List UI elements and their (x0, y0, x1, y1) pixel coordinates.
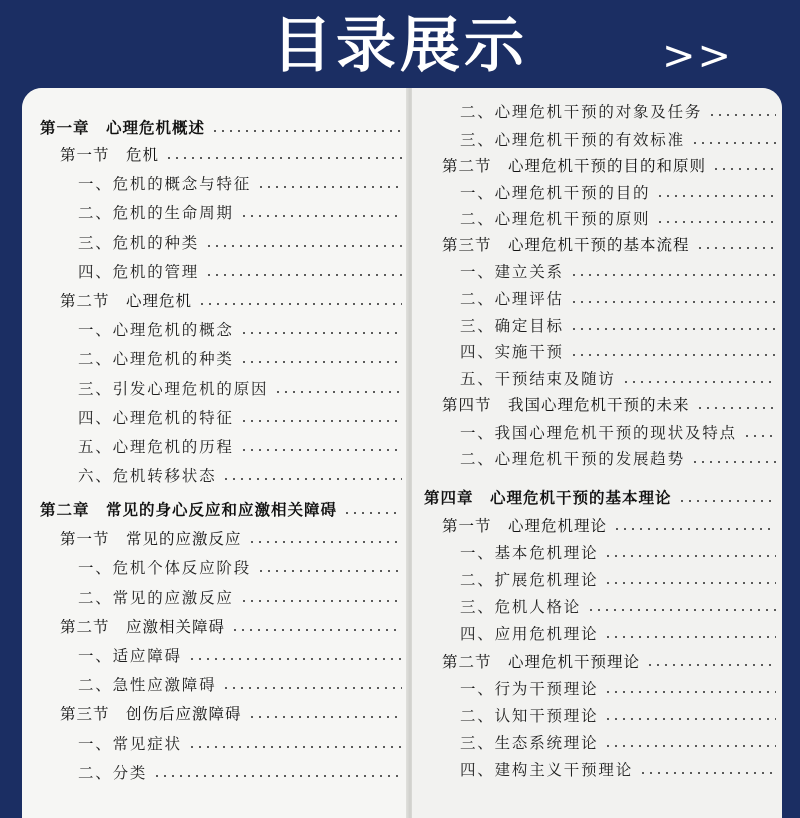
dot-leader (231, 629, 402, 631)
dot-leader (222, 478, 402, 480)
toc-item-entry: 一、适应障碍 (78, 647, 182, 665)
right-page (412, 88, 782, 818)
toc-item-entry: 三、心理危机干预的有效标准 (460, 131, 685, 149)
dot-leader (257, 570, 402, 572)
dot-leader (211, 130, 402, 132)
double-chevron-right-icon: >> (662, 33, 734, 79)
toc-item-entry: 三、引发心理危机的原因 (78, 380, 269, 398)
dot-leader (604, 636, 776, 638)
dot-leader (240, 361, 402, 363)
dot-leader (656, 221, 776, 223)
dot-leader (570, 274, 776, 276)
toc-item-entry: 一、建立关系 (460, 263, 564, 281)
dot-leader (570, 301, 776, 303)
toc-item-entry: 一、我国心理危机干预的现状及特点 (460, 424, 737, 442)
left-page (22, 88, 408, 818)
toc-section-entry: 第一节 常见的应激反应 (60, 530, 242, 548)
toc-section-entry: 第二节 心理危机 (60, 292, 193, 310)
toc-item-entry: 二、危机的生命周期 (78, 204, 234, 222)
dot-leader (257, 186, 402, 188)
toc-item-entry: 三、危机人格论 (460, 598, 582, 616)
dot-leader (622, 381, 776, 383)
open-book-toc (22, 88, 782, 818)
toc-item-entry: 二、分类 (78, 764, 148, 782)
dot-leader (696, 407, 776, 409)
dot-leader (570, 328, 776, 330)
toc-item-entry: 一、危机个体反应阶段 (78, 559, 252, 577)
toc-section-entry: 第三节 创伤后应激障碍 (60, 705, 242, 723)
dot-leader (691, 461, 776, 463)
toc-item-entry: 一、常见症状 (78, 735, 182, 753)
dot-leader (240, 215, 402, 217)
toc-item-entry: 四、实施干预 (460, 343, 564, 361)
dot-leader (240, 332, 402, 334)
toc-item-entry: 二、急性应激障碍 (78, 676, 217, 694)
dot-leader (274, 391, 402, 393)
toc-item-entry: 四、心理危机的特征 (78, 409, 234, 427)
dot-leader (188, 658, 402, 660)
dot-leader (570, 354, 776, 356)
dot-leader (691, 142, 776, 144)
dot-leader (240, 420, 402, 422)
toc-chapter-entry: 第一章 心理危机概述 (40, 119, 206, 137)
toc-item-entry: 五、干预结束及随访 (460, 370, 616, 388)
toc-item-entry: 四、应用危机理论 (460, 625, 599, 643)
dot-leader (604, 718, 776, 720)
dot-leader (240, 600, 402, 602)
dot-leader (240, 449, 402, 451)
dot-leader (587, 609, 776, 611)
banner-title: 目录展示 (272, 11, 528, 81)
dot-leader (604, 582, 776, 584)
dot-leader (188, 746, 402, 748)
toc-item-entry: 一、心理危机干预的目的 (460, 184, 651, 202)
toc-item-entry: 二、常见的应激反应 (78, 589, 234, 607)
dot-leader (678, 500, 776, 502)
dot-leader (205, 274, 402, 276)
toc-item-entry: 二、心理危机的种类 (78, 350, 234, 368)
dot-leader (696, 247, 776, 249)
dot-leader (604, 745, 776, 747)
toc-item-entry: 四、建构主义干预理论 (460, 761, 634, 779)
dot-leader (604, 691, 776, 693)
dot-leader (639, 772, 776, 774)
toc-item-entry: 二、认知干预理论 (460, 707, 599, 725)
dot-leader (248, 541, 402, 543)
toc-item-entry: 二、心理评估 (460, 290, 564, 308)
toc-section-entry: 第四节 我国心理危机干预的未来 (442, 396, 690, 414)
toc-item-entry: 一、危机的概念与特征 (78, 175, 252, 193)
banner-header (0, 0, 800, 92)
dot-leader (153, 775, 402, 777)
dot-leader (646, 664, 776, 666)
toc-chapter-entry: 第四章 心理危机干预的基本理论 (424, 489, 672, 507)
dot-leader (198, 303, 402, 305)
toc-section-entry: 第二节 应激相关障碍 (60, 618, 226, 636)
dot-leader (604, 555, 776, 557)
toc-chapter-entry: 第二章 常见的身心反应和应激相关障碍 (40, 501, 338, 519)
toc-item-entry: 二、心理危机干预的原则 (460, 210, 651, 228)
dot-leader (165, 157, 402, 159)
dot-leader (656, 195, 776, 197)
toc-item-entry: 一、行为干预理论 (460, 680, 599, 698)
dot-leader (205, 245, 402, 247)
toc-item-entry: 一、心理危机的概念 (78, 321, 234, 339)
toc-item-entry: 四、危机的管理 (78, 263, 200, 281)
dot-leader (712, 168, 776, 170)
toc-section-entry: 第二节 心理危机干预的目的和原则 (442, 157, 707, 175)
dot-leader (743, 435, 776, 437)
toc-item-entry: 六、危机转移状态 (78, 467, 217, 485)
toc-item-entry: 一、基本危机理论 (460, 544, 599, 562)
toc-item-entry: 二、扩展危机理论 (460, 571, 599, 589)
toc-section-entry: 第一节 危机 (60, 146, 160, 164)
toc-item-entry: 三、生态系统理论 (460, 734, 599, 752)
dot-leader (222, 687, 402, 689)
toc-item-entry: 二、心理危机干预的发展趋势 (460, 450, 685, 468)
toc-item-entry: 三、确定目标 (460, 317, 564, 335)
dot-leader (343, 512, 402, 514)
toc-item-entry: 二、心理危机干预的对象及任务 (460, 103, 703, 121)
toc-item-entry: 五、心理危机的历程 (78, 438, 234, 456)
toc-section-entry: 第一节 心理危机理论 (442, 517, 608, 535)
toc-item-entry: 三、危机的种类 (78, 234, 200, 252)
dot-leader (613, 528, 776, 530)
dot-leader (708, 114, 776, 116)
toc-section-entry: 第二节 心理危机干预理论 (442, 653, 641, 671)
toc-section-entry: 第三节 心理危机干预的基本流程 (442, 236, 690, 254)
dot-leader (248, 716, 402, 718)
